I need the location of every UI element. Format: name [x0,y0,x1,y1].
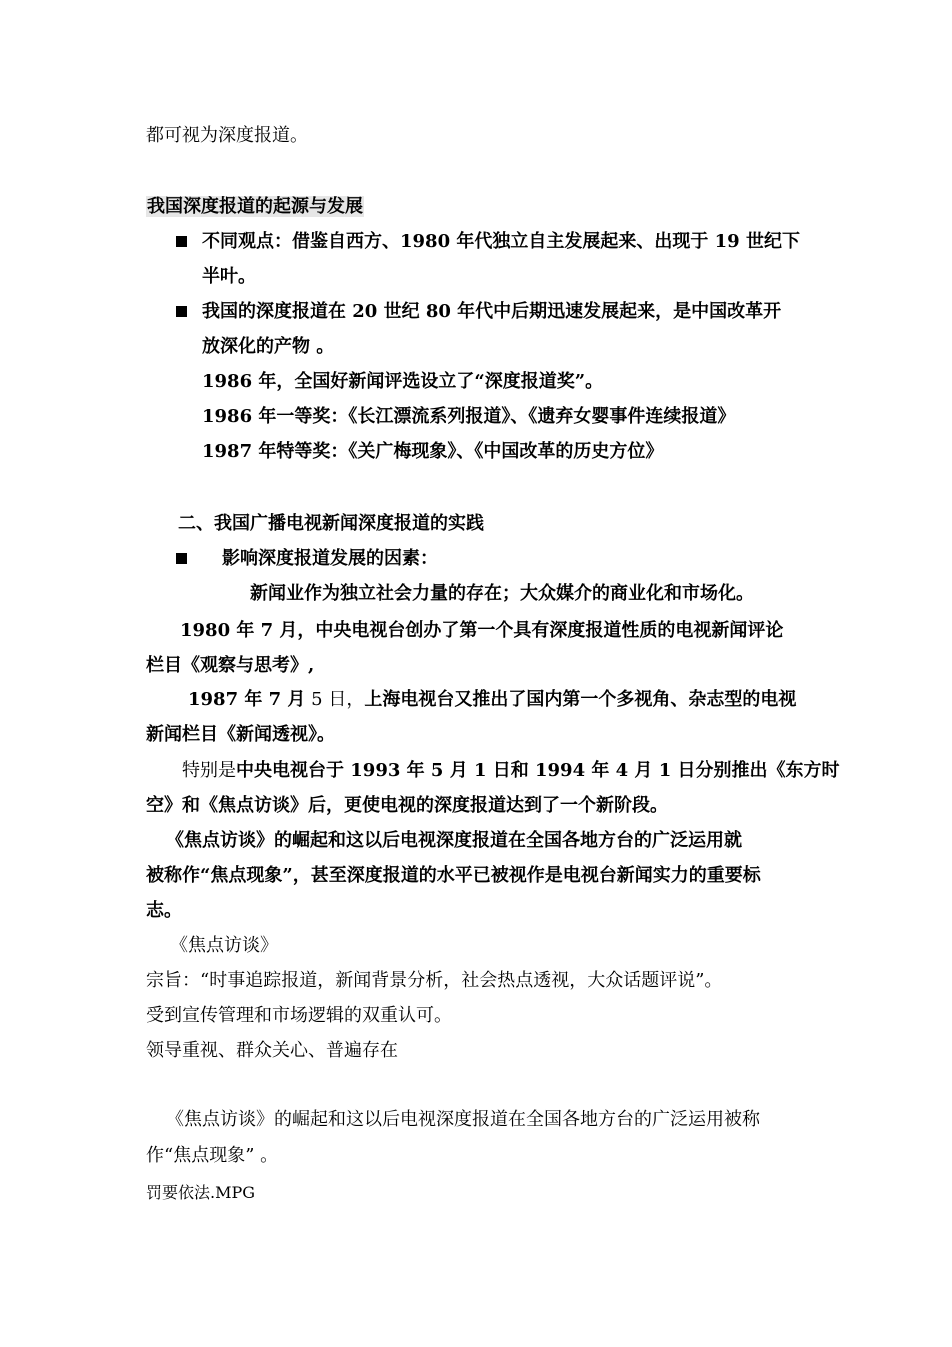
para3-line1 [182,758,840,784]
para2-line2: 新闻栏目《新闻透视》。 [146,724,335,745]
factors-line: 新闻业作为独立社会力量的存在；大众媒介的商业化和市场化。 [250,583,754,604]
para2-date: 1987 年 7 月 [188,689,306,710]
bullet2-line2: 放深化的产物 。 [202,336,335,357]
bullet2-sub3: 1987 年特等奖：《关广梅现象》、《中国改革的历史方位》 [202,441,664,462]
para3-lead: 特别是 [182,760,236,781]
para2-text: 上海电视台又推出了国内第一个多视角、杂志型的电视 [364,689,797,710]
focus-aim: 宗旨：“时事追踪报道，新闻背景分析，社会热点透视，大众话题评说”。 [146,970,723,991]
bullet2-line1: 我国的深度报道在 20 世纪 80 年代中后期迅速发展起来，是中国改革开 [202,301,782,322]
bullet1-line1: 不同观点：借鉴自西方、1980 年代独立自主发展起来、出现于 19 世纪下 [202,231,800,252]
para2-line1 [188,687,796,713]
focus-title: 《焦点访谈》 [170,935,278,956]
bullet-square-icon [176,306,187,317]
para4-line2: 被称作“焦点现象”，甚至深度报道的水平已被视作是电视台新闻实力的重要标 [146,865,761,886]
bullet-square-icon [176,553,187,564]
section1-heading [146,194,364,220]
para1-line2: 栏目《观察与思考》, [146,655,315,676]
section1-heading-text: 我国深度报道的起源与发展 [147,196,363,217]
section2-bullet-label: 影响深度报道发展的因素： [222,548,438,569]
bullet-square-icon [176,236,187,247]
para3-text: 中央电视台于 1993 年 5 月 1 日和 1994 年 4 月 1 日分别推出《东方时 [236,760,840,781]
para4-line1: 《焦点访谈》的崛起和这以后电视深度报道在全国各地方台的广泛运用就 [166,830,742,851]
focus-recognition: 受到宣传管理和市场逻辑的双重认可。 [146,1005,452,1026]
closing-line1: 《焦点访谈》的崛起和这以后电视深度报道在全国各地方台的广泛运用被称 [166,1109,760,1130]
section2-heading: 二、我国广播电视新闻深度报道的实践 [178,513,484,534]
file-label: 罚要依法.MPG [146,1183,256,1202]
para2-day: 5 日， [305,689,365,710]
bullet2-sub2: 1986 年一等奖：《长江漂流系列报道》、《遗弃女婴事件连续报道》 [202,406,736,427]
intro-line: 都可视为深度报道。 [146,125,308,146]
closing-line2: 作“焦点现象” 。 [146,1145,279,1166]
para1-line1: 1980 年 7 月，中央电视台创办了第一个具有深度报道性质的电视新闻评论 [180,620,784,641]
para3-line2: 空》和《焦点访谈》后，更使电视的深度报道达到了一个新阶段。 [146,795,668,816]
bullet1-line2: 半叶。 [202,266,256,287]
para4-line3: 志。 [146,900,182,921]
bullet2-sub1: 1986 年，全国好新闻评选设立了“深度报道奖”。 [202,371,604,392]
focus-support: 领导重视、群众关心、普遍存在 [146,1040,398,1061]
